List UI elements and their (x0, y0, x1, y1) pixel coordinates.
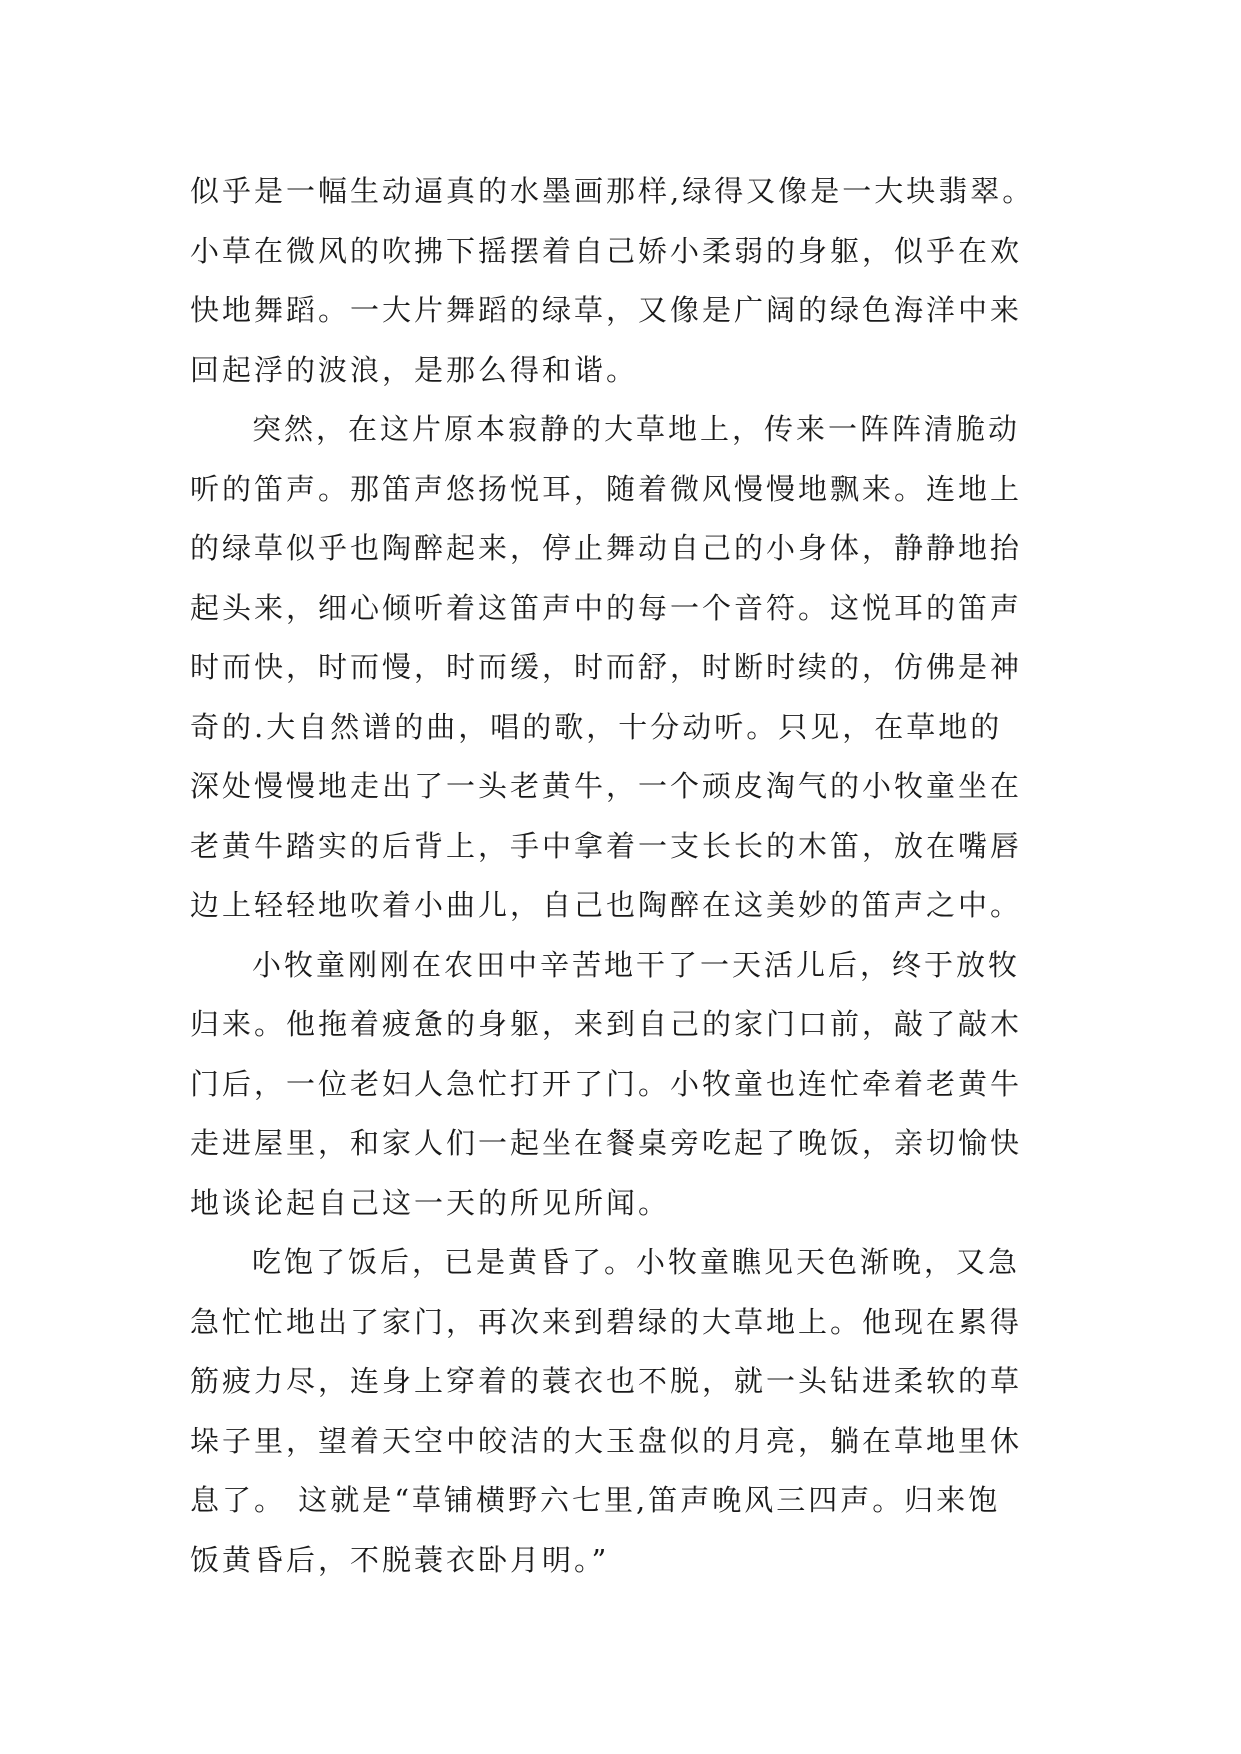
text-line: 门后，一位老妇人急忙打开了门。小牧童也连忙牵着老黄牛 (190, 1066, 1023, 1101)
text-line: 走进屋里，和家人们一起坐在餐桌旁吃起了晚饭，亲切愉快 (190, 1126, 1023, 1160)
text-line: 时而快，时而慢，时而缓，时而舒，时断时续的，仿佛是神 (190, 650, 1023, 684)
text-line: 奇的.大自然谱的曲，唱的歌，十分动听。只见，在草地的 (190, 709, 1003, 744)
document-body (190, 162, 1090, 1590)
text-line: 小草在微风的吹拂下摇摆着自己娇小柔弱的身躯，似乎在欢 (190, 233, 1023, 268)
text-line: 的绿草似乎也陶醉起来，停止舞动自己的小身体，静静地抬 (190, 531, 1023, 565)
text-line: 似乎是一幅生动逼真的水墨画那样,绿得又像是一大块翡翠。 (190, 174, 1035, 208)
paragraph-start-line: 突然，在这片原本寂静的大草地上，传来一阵阵清脆动 (252, 412, 1021, 446)
text-line: 老黄牛踏实的后背上，手中拿着一支长长的木笛，放在嘴唇 (190, 828, 1023, 863)
text-line: 快地舞蹈。一大片舞蹈的绿草，又像是广阔的绿色海洋中来 (190, 293, 1023, 327)
text-line: 筋疲力尽，连身上穿着的蓑衣也不脱，就一头钻进柔软的草 (190, 1364, 1023, 1398)
paragraph-start-line: 吃饱了饭后，已是黄昏了。小牧童瞧见天色渐晚，又急 (252, 1245, 1021, 1279)
text-line: 归来。他拖着疲惫的身躯，来到自己的家门口前，敲了敲木 (190, 1007, 1023, 1041)
text-line: 听的笛声。那笛声悠扬悦耳，随着微风慢慢地飘来。连地上 (190, 471, 1023, 506)
paragraph-start-line: 小牧童刚刚在农田中辛苦地干了一天活儿后，终于放牧 (252, 947, 1021, 982)
text-line: 息了。 这就是“草铺横野六七里,笛声晚风三四声。归来饱 (190, 1483, 1001, 1517)
text-line: 饭黄昏后，不脱蓑衣卧月明。” (190, 1542, 610, 1577)
text-line: 起头来，细心倾听着这笛声中的每一个音符。这悦耳的笛声 (190, 590, 1023, 625)
text-line: 地谈论起自己这一天的所见所闻。 (190, 1185, 671, 1220)
text-line: 回起浮的波浪，是那么得和谐。 (190, 352, 639, 387)
text-line: 边上轻轻地吹着小曲儿，自己也陶醉在这美妙的笛声之中。 (190, 888, 1023, 922)
text-line: 深处慢慢地走出了一头老黄牛，一个顽皮淘气的小牧童坐在 (190, 769, 1023, 803)
text-line: 垛子里，望着天空中皎洁的大玉盘似的月亮，躺在草地里休 (190, 1423, 1023, 1458)
text-line: 急忙忙地出了家门，再次来到碧绿的大草地上。他现在累得 (190, 1304, 1023, 1339)
